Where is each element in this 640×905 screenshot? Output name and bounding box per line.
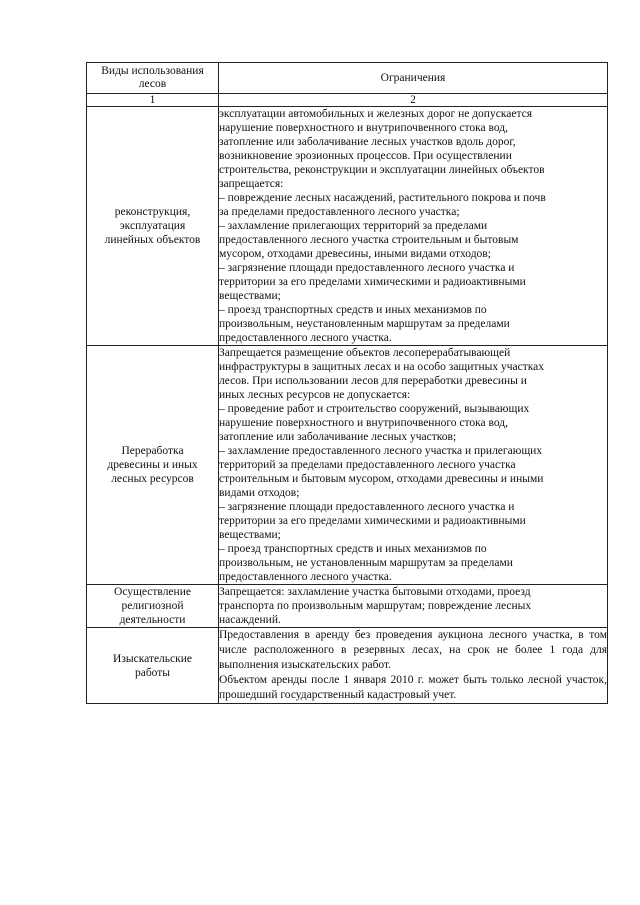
restriction-line: территории за его пределами химическими и радиоактивными <box>219 515 526 527</box>
restriction-line: территории за его пределами химическими и радиоактивными <box>219 276 526 288</box>
row-restrictions <box>219 346 608 585</box>
restriction-line: лесов. При использовании лесов для переработки древесины и <box>219 375 527 387</box>
table-row <box>87 346 608 585</box>
restriction-line: затопление или заболачивание лесных участков вдоль дорог, <box>219 136 516 148</box>
restriction-paragraph: Предоставления в аренду без проведения аукциона лесного участка, в том числе расположенного в резервных лесах, на срок не более 1 года для выполнения изыскательских работ. <box>219 629 607 671</box>
header-col1-text: Виды использования лесов <box>101 65 204 90</box>
row-use-type <box>87 346 219 585</box>
row-use-type-line: Переработка <box>121 445 184 457</box>
row-use-type-line: древесины и иных <box>107 459 198 471</box>
column-number-1: 1 <box>87 94 219 107</box>
table-row <box>87 107 608 346</box>
row-use-type-line: работы <box>134 666 171 679</box>
restriction-paragraph: Объектом аренды после 1 января 2010 г. может быть только лесной участок, прошедший государственный кадастровый учет. <box>219 674 607 701</box>
row-use-type-line: религиозной <box>121 600 184 612</box>
restriction-line: веществами; <box>219 529 281 541</box>
restriction-line: предоставленного лесного участка. <box>219 332 392 344</box>
restriction-line: произвольным, неустановленным маршрутам за пределами <box>219 318 510 330</box>
row-restrictions <box>219 585 608 628</box>
restriction-line: – проезд транспортных средств и иных механизмов по <box>219 543 487 555</box>
row-use-type <box>87 628 219 704</box>
row-use-type-line: Изыскательские <box>113 652 192 665</box>
restriction-line: мусором, отходами древесины, иными видами отходов; <box>219 248 491 260</box>
restriction-line: затопление или заболачивание лесных участков; <box>219 431 457 443</box>
restriction-line: – захламление прилегающих территорий за пределами <box>219 220 488 232</box>
restriction-line: транспорта по произвольным маршрутам; повреждение лесных <box>219 600 532 612</box>
restriction-line: произвольным, не установленным маршрутам за пределами <box>219 557 513 569</box>
restriction-line: – загрязнение площади предоставленного лесного участка и <box>219 262 515 274</box>
table-row <box>87 585 608 628</box>
restriction-line: предоставленного лесного участка. <box>219 571 392 583</box>
header-col2-text: Ограничения <box>380 71 446 84</box>
restriction-line: территорий за пределами предоставленного лесного участка <box>219 459 516 471</box>
row-use-type-line: эксплуатация <box>119 220 186 232</box>
restriction-line: насаждений. <box>219 614 281 626</box>
restriction-line: веществами; <box>219 290 281 302</box>
restriction-line: видами отходов; <box>219 487 300 499</box>
restriction-line: нарушение поверхностного и внутрипочвенного стока вод, <box>219 122 509 134</box>
row-restrictions <box>219 628 608 704</box>
table-row <box>87 628 608 704</box>
row-use-type <box>87 585 219 628</box>
restriction-line: строительным и бытовым мусором, отходами древесины и иными <box>219 473 544 485</box>
row-restrictions <box>219 107 608 346</box>
restriction-line: Запрещается размещение объектов лесоперерабатывающей <box>219 347 511 359</box>
restriction-line: – повреждение лесных насаждений, растительного покрова и почв <box>219 192 546 204</box>
restriction-line: Запрещается: захламление участка бытовыми отходами, проезд <box>219 586 531 598</box>
row-use-type-line: реконструкция, <box>114 206 191 218</box>
row-use-type-line: лесных ресурсов <box>111 473 194 485</box>
table-body <box>87 107 608 704</box>
restriction-line: возникновение эрозионных процессов. При осуществлении <box>219 150 512 162</box>
restriction-line: запрещается: <box>219 178 284 190</box>
row-use-type-line: линейных объектов <box>104 234 201 246</box>
restriction-line: – проезд транспортных средств и иных механизмов по <box>219 304 487 316</box>
restriction-line: – проведение работ и строительство сооружений, вызывающих <box>219 403 530 415</box>
column-number-row <box>87 94 608 107</box>
restriction-line: эксплуатации автомобильных и железных дорог не допускается <box>219 108 532 120</box>
restriction-line: инфраструктуры в защитных лесах и на особо защитных участках <box>219 361 544 373</box>
restriction-line: строительства, реконструкции и эксплуатации линейных объектов <box>219 164 545 176</box>
column-number-2: 2 <box>219 94 608 107</box>
header-restrictions <box>219 63 608 94</box>
restriction-line: – загрязнение площади предоставленного лесного участка и <box>219 501 515 513</box>
restriction-line: предоставленного лесного участка строительным и бытовым <box>219 234 519 246</box>
restriction-line: иных лесных ресурсов не допускается: <box>219 389 411 401</box>
row-use-type <box>87 107 219 346</box>
row-use-type-line: Осуществление <box>114 586 191 598</box>
header-row <box>87 63 608 94</box>
restriction-line: – захламление предоставленного лесного участка и прилегающих <box>219 445 543 457</box>
restriction-line: за пределами предоставленного лесного участка; <box>219 206 460 218</box>
row-use-type-line: деятельности <box>119 614 186 626</box>
restriction-line: нарушение поверхностного и внутрипочвенного стока вод, <box>219 417 509 429</box>
restrictions-table <box>86 62 608 704</box>
header-forest-use-types <box>87 63 219 94</box>
